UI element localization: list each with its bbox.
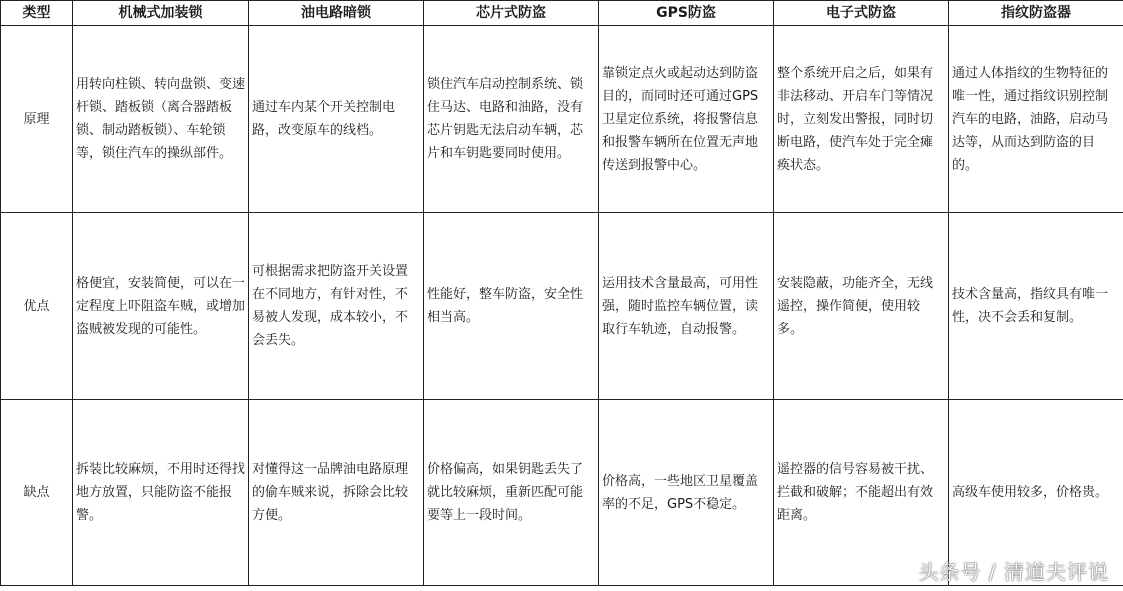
table-cell: 通过车内某个开关控制电路，改变原车的线档。 — [249, 26, 424, 213]
table-cell: 通过人体指纹的生物特征的唯一性，通过指纹识别控制汽车的电路，油路，启动马达等，从而达到防盗的目的。 — [949, 26, 1123, 213]
header-gps-antitheft: GPS防盗 — [599, 1, 774, 26]
table-cell: 拆装比较麻烦，不用时还得找地方放置，只能防盗不能报警。 — [73, 400, 249, 586]
table-cell: 价格偏高，如果钥匙丢失了就比较麻烦，重新匹配可能要等上一段时间。 — [424, 400, 599, 586]
table-cell: 整个系统开启之后，如果有非法移动、开启车门等情况时，立刻发出警报，同时切断电路，使汽车处于完全瘫痪状态。 — [774, 26, 949, 213]
row-label-principle: 原理 — [1, 26, 73, 213]
table-cell: 用转向柱锁、转向盘锁、变速杆锁、踏板锁（离合器踏板锁、制动踏板锁）、车轮锁等，锁住汽车的操纵部件。 — [73, 26, 249, 213]
table-row — [1, 26, 1123, 213]
table-cell: 安装隐蔽，功能齐全，无线遥控，操作简便，使用较多。 — [774, 213, 949, 400]
row-label-disadvantages: 缺点 — [1, 400, 73, 586]
table-cell: 锁住汽车启动控制系统、锁住马达、电路和油路，没有芯片钥匙无法启动车辆，芯片和车钥匙要同时使用。 — [424, 26, 599, 213]
header-electronic-antitheft: 电子式防盗 — [774, 1, 949, 26]
table-cell: 技术含量高，指纹具有唯一性，决不会丢和复制。 — [949, 213, 1123, 400]
header-type: 类型 — [1, 1, 73, 26]
table-cell: 格便宜，安装简便，可以在一定程度上吓阻盗车贼，或增加盗贼被发现的可能性。 — [73, 213, 249, 400]
header-circuit-lock: 油电路暗锁 — [249, 1, 424, 26]
header-row — [1, 1, 1123, 26]
table-cell: 遥控器的信号容易被干扰、拦截和破解；不能超出有效距离。 — [774, 400, 949, 586]
header-mechanical-lock: 机械式加装锁 — [73, 1, 249, 26]
row-label-advantages: 优点 — [1, 213, 73, 400]
watermark: 头条号 / 清道夫评说 — [918, 560, 1109, 584]
table-cell: 价格高，一些地区卫星覆盖率的不足，GPS不稳定。 — [599, 400, 774, 586]
table-cell: 靠锁定点火或起动达到防盗目的，而同时还可通过GPS卫星定位系统，将报警信息和报警车辆所在位置无声地传送到报警中心。 — [599, 26, 774, 213]
table-cell: 性能好，整车防盗，安全性相当高。 — [424, 213, 599, 400]
header-fingerprint-antitheft: 指纹防盗器 — [949, 1, 1123, 26]
table-row — [1, 213, 1123, 400]
table-cell: 对懂得这一品牌油电路原理的偷车贼来说，拆除会比较方便。 — [249, 400, 424, 586]
header-chip-antitheft: 芯片式防盗 — [424, 1, 599, 26]
table-cell: 高级车使用较多，价格贵。 — [949, 400, 1123, 586]
table-cell: 运用技术含量最高，可用性强，随时监控车辆位置，读取行车轨迹，自动报警。 — [599, 213, 774, 400]
table-cell: 可根据需求把防盗开关设置在不同地方，有针对性，不易被人发现，成本较小，不会丢失。 — [249, 213, 424, 400]
